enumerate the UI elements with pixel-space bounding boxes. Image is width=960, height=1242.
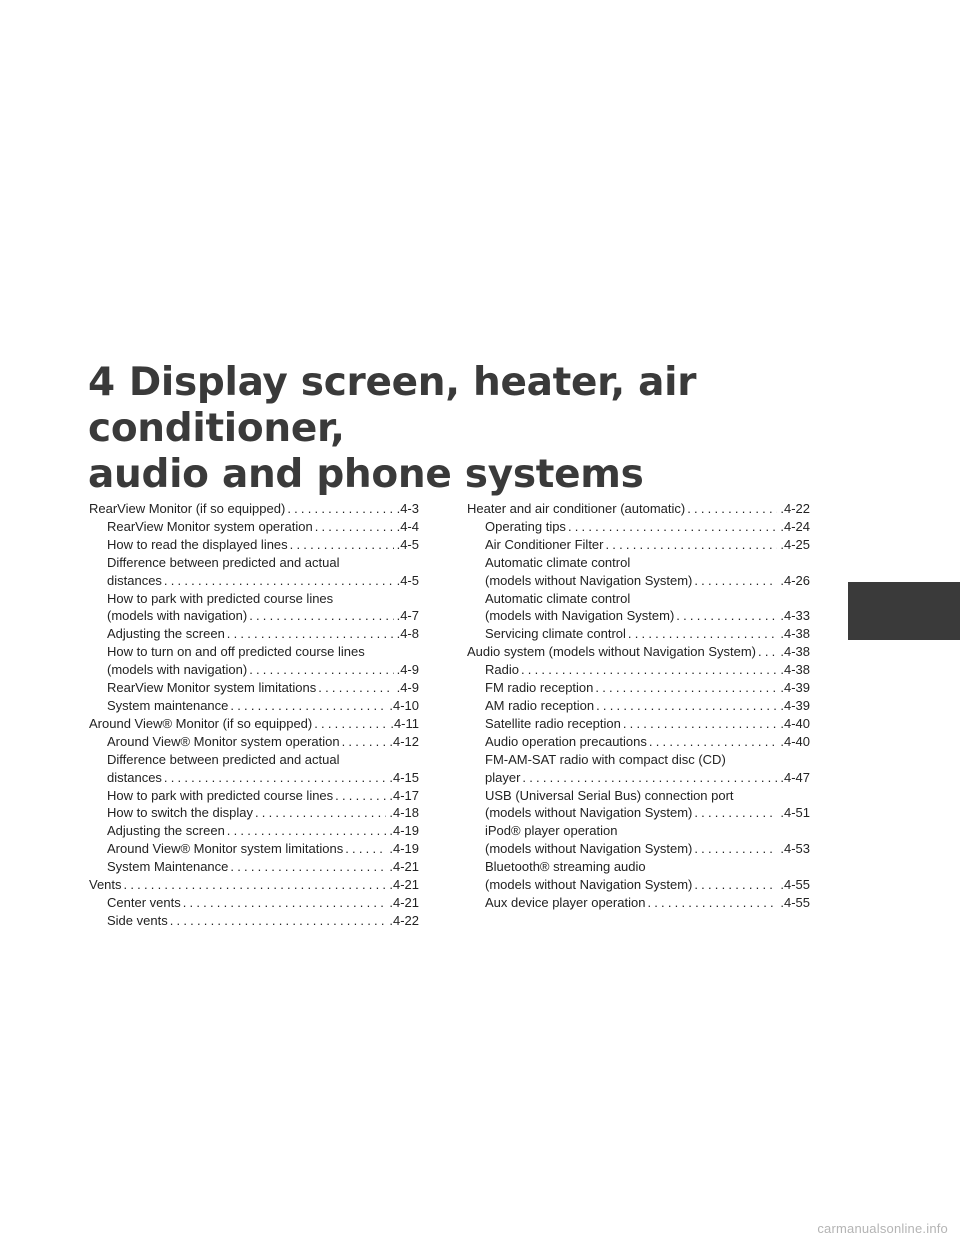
toc-leader-dots <box>227 625 394 643</box>
toc-leader-dots <box>694 572 777 590</box>
toc-entry-line: Automatic climate control <box>485 554 631 570</box>
toc-leader-dots <box>342 733 387 751</box>
toc-column-left <box>89 500 419 930</box>
toc-entry[interactable] <box>89 822 419 840</box>
toc-entry-title: Around View® Monitor system limitations <box>107 841 344 857</box>
toc-leader-dots <box>290 536 394 554</box>
toc-entry-title: Audio system (models without Navigation System) <box>467 644 757 660</box>
toc-entry-title: (models without Navigation System) <box>485 841 693 857</box>
chapter-title-line-1 <box>88 360 928 452</box>
toc-page-number: .4-38 <box>780 626 810 642</box>
toc-entry[interactable] <box>467 518 810 536</box>
toc-entry-title: distances <box>107 572 162 588</box>
toc-entry-line: Difference between predicted and actual <box>107 554 340 570</box>
toc-entry-line: How to turn on and off predicted course lines <box>107 644 365 660</box>
toc-page-number: .4-22 <box>780 501 810 516</box>
toc-entry-title: How to read the displayed lines <box>107 536 288 552</box>
toc-entry[interactable] <box>467 733 810 751</box>
toc-entry[interactable] <box>467 840 810 858</box>
toc-page-number: .4-21 <box>389 894 419 910</box>
chapter-title-line-2: audio and phone systems <box>88 452 644 497</box>
toc-entry[interactable] <box>89 804 419 822</box>
toc-page-number: .4-55 <box>780 894 810 910</box>
toc-page-number: .4-3 <box>396 501 419 516</box>
toc-leader-dots <box>170 912 387 930</box>
toc-page-number: .4-38 <box>780 644 810 660</box>
toc-entry[interactable] <box>467 643 810 661</box>
toc-leader-dots <box>522 769 777 787</box>
toc-entry[interactable] <box>89 572 419 590</box>
toc-entry[interactable] <box>467 679 810 697</box>
toc-entry-title: Radio <box>485 662 519 678</box>
toc-entry-title: (models with navigation) <box>107 608 248 624</box>
toc-entry[interactable] <box>467 715 810 733</box>
toc-page-number: .4-26 <box>780 572 810 588</box>
toc-page-number: .4-9 <box>396 662 419 678</box>
toc-page-number: .4-9 <box>396 680 419 696</box>
chapter-number: 4 <box>88 360 115 405</box>
toc-entry[interactable] <box>467 769 810 787</box>
toc-entry-title: (models with Navigation System) <box>485 608 675 624</box>
toc-page-number: .4-21 <box>389 859 419 875</box>
toc-entry[interactable] <box>467 536 810 554</box>
toc-entry[interactable] <box>89 625 419 643</box>
toc-leader-dots <box>596 697 777 715</box>
toc-entry[interactable] <box>89 536 419 554</box>
toc-page-number: .4-7 <box>396 608 419 624</box>
toc-entry-title: (models without Navigation System) <box>485 805 693 821</box>
toc-entry[interactable] <box>467 625 810 643</box>
toc-entry-title: Audio operation precautions <box>485 733 647 749</box>
toc-leader-dots <box>335 787 386 805</box>
toc-entry-title: (models without Navigation System) <box>485 877 693 893</box>
toc-leader-dots <box>315 518 394 536</box>
toc-entry-line: FM-AM-SAT radio with compact disc (CD) <box>485 751 726 767</box>
toc-leader-dots <box>521 661 777 679</box>
toc-entry[interactable] <box>467 876 810 894</box>
toc-leader-dots <box>227 822 387 840</box>
toc-leader-dots <box>164 769 386 787</box>
toc-page-number: .4-8 <box>396 626 419 642</box>
toc-leader-dots <box>230 697 386 715</box>
toc-leader-dots <box>249 607 393 625</box>
toc-leader-dots <box>687 500 777 518</box>
toc-leader-dots <box>164 572 394 590</box>
toc-entry-title: Vents <box>89 877 122 893</box>
toc-page-number: .4-18 <box>389 805 419 821</box>
toc-entry[interactable] <box>89 876 419 894</box>
toc-page-number: .4-38 <box>780 662 810 678</box>
toc-entry[interactable] <box>467 572 810 590</box>
toc-leader-dots <box>628 625 777 643</box>
toc-page-number: .4-47 <box>780 769 810 785</box>
toc-page-number: .4-24 <box>780 518 810 534</box>
toc-entry[interactable] <box>89 607 419 625</box>
toc-leader-dots <box>314 715 387 733</box>
toc-page-number: .4-51 <box>780 805 810 821</box>
toc-entry[interactable] <box>467 697 810 715</box>
toc-page-number: .4-12 <box>389 733 419 749</box>
toc-entry-title: RearView Monitor system operation <box>107 518 313 534</box>
toc-entry[interactable] <box>467 804 810 822</box>
toc-leader-dots <box>758 643 777 661</box>
toc-leader-dots <box>694 804 777 822</box>
toc-leader-dots <box>676 607 777 625</box>
toc-entry[interactable] <box>89 787 419 805</box>
toc-leader-dots <box>647 894 777 912</box>
toc-entry-title: Side vents <box>107 912 168 928</box>
toc-entry-title: Aux device player operation <box>485 894 646 910</box>
toc-page-number: .4-40 <box>780 733 810 749</box>
toc-leader-dots <box>183 894 387 912</box>
toc-leader-dots <box>318 679 393 697</box>
toc-page-number: .4-53 <box>780 841 810 857</box>
toc-leader-dots <box>230 858 386 876</box>
toc-page-number: .4-5 <box>396 572 419 588</box>
toc-page-number: .4-10 <box>389 697 419 713</box>
toc-entry[interactable] <box>89 912 419 930</box>
toc-column-right <box>467 500 810 912</box>
toc-entry-line: iPod® player operation <box>485 823 618 839</box>
toc-entry-line: Bluetooth® streaming audio <box>485 859 646 875</box>
toc-entry-title: How to switch the display <box>107 805 253 821</box>
toc-entry-title: System maintenance <box>107 697 229 713</box>
toc-entry-title: Operating tips <box>485 518 566 534</box>
toc-entry[interactable] <box>467 500 810 518</box>
toc-entry[interactable] <box>89 697 419 715</box>
toc-entry[interactable] <box>89 661 419 679</box>
toc-entry-title: (models with navigation) <box>107 662 248 678</box>
toc-page-number: .4-25 <box>780 536 810 552</box>
toc-entry-title: Around View® Monitor (if so equipped) <box>89 715 313 731</box>
toc-page-number: .4-39 <box>780 680 810 696</box>
toc-entry-title: RearView Monitor (if so equipped) <box>89 501 286 516</box>
toc-entry-title: Center vents <box>107 894 181 910</box>
toc-page-number: .4-17 <box>389 787 419 803</box>
toc-page-number: .4-15 <box>389 769 419 785</box>
toc-entry-title: player <box>485 769 521 785</box>
toc-entry[interactable] <box>89 840 419 858</box>
toc-entry-title: Servicing climate control <box>485 626 626 642</box>
toc-page-number: .4-39 <box>780 697 810 713</box>
toc-entry[interactable] <box>89 500 419 518</box>
toc-entry-title: distances <box>107 769 162 785</box>
toc-page-number: .4-5 <box>396 536 419 552</box>
toc-entry-title: RearView Monitor system limitations <box>107 680 317 696</box>
toc-leader-dots <box>595 679 777 697</box>
toc-page-number: .4-33 <box>780 608 810 624</box>
toc-leader-dots <box>694 840 777 858</box>
toc-entry-title: Heater and air conditioner (automatic) <box>467 501 686 516</box>
toc-entry[interactable] <box>467 607 810 625</box>
toc-entry-title: AM radio reception <box>485 697 595 713</box>
toc-entry[interactable] <box>467 894 810 912</box>
toc-page-number: .4-19 <box>389 841 419 857</box>
chapter-tab-marker <box>848 582 960 640</box>
toc-page-number: .4-11 <box>390 715 419 731</box>
toc-entry-line: USB (Universal Serial Bus) connection port <box>485 787 734 803</box>
toc-leader-dots <box>124 876 387 894</box>
toc-leader-dots <box>287 500 393 518</box>
toc-entry-title: (models without Navigation System) <box>485 572 693 588</box>
chapter-title-text-1: Display screen, heater, air conditioner, <box>88 360 697 451</box>
toc-page-number: .4-19 <box>389 823 419 839</box>
toc-page-number: .4-55 <box>780 877 810 893</box>
toc-entry-title: Adjusting the screen <box>107 823 225 839</box>
toc-entry-title: Satellite radio reception <box>485 715 621 731</box>
toc-leader-dots <box>568 518 777 536</box>
watermark: carmanualsonline.info <box>817 1221 948 1236</box>
toc-page-number: .4-4 <box>396 518 419 534</box>
toc-entry[interactable] <box>89 715 419 733</box>
toc-page-number: .4-22 <box>389 912 419 928</box>
toc-leader-dots <box>345 840 386 858</box>
toc-leader-dots <box>694 876 777 894</box>
toc-entry[interactable] <box>89 518 419 536</box>
toc-leader-dots <box>649 733 777 751</box>
toc-entry-title: Around View® Monitor system operation <box>107 733 340 749</box>
toc-entry[interactable] <box>89 769 419 787</box>
toc-entry-title: Adjusting the screen <box>107 626 225 642</box>
toc-entry-line: Automatic climate control <box>485 590 631 606</box>
toc-entry-title: FM radio reception <box>485 680 594 696</box>
toc-entry[interactable] <box>89 679 419 697</box>
toc-leader-dots <box>606 536 778 554</box>
toc-entry[interactable] <box>89 733 419 751</box>
toc-entry-title: Air Conditioner Filter <box>485 536 604 552</box>
toc-leader-dots <box>255 804 386 822</box>
chapter-title <box>88 360 928 498</box>
toc-entry-title: System Maintenance <box>107 859 229 875</box>
toc-entry[interactable] <box>89 894 419 912</box>
toc-leader-dots <box>623 715 778 733</box>
toc-entry-line: How to park with predicted course lines <box>107 590 334 606</box>
toc-page-number: .4-21 <box>389 877 419 893</box>
toc-entry-line: Difference between predicted and actual <box>107 751 340 767</box>
toc-entry-title: How to park with predicted course lines <box>107 787 334 803</box>
toc-page-number: .4-40 <box>780 715 810 731</box>
toc-entry[interactable] <box>467 661 810 679</box>
toc-leader-dots <box>249 661 393 679</box>
toc-entry[interactable] <box>89 858 419 876</box>
